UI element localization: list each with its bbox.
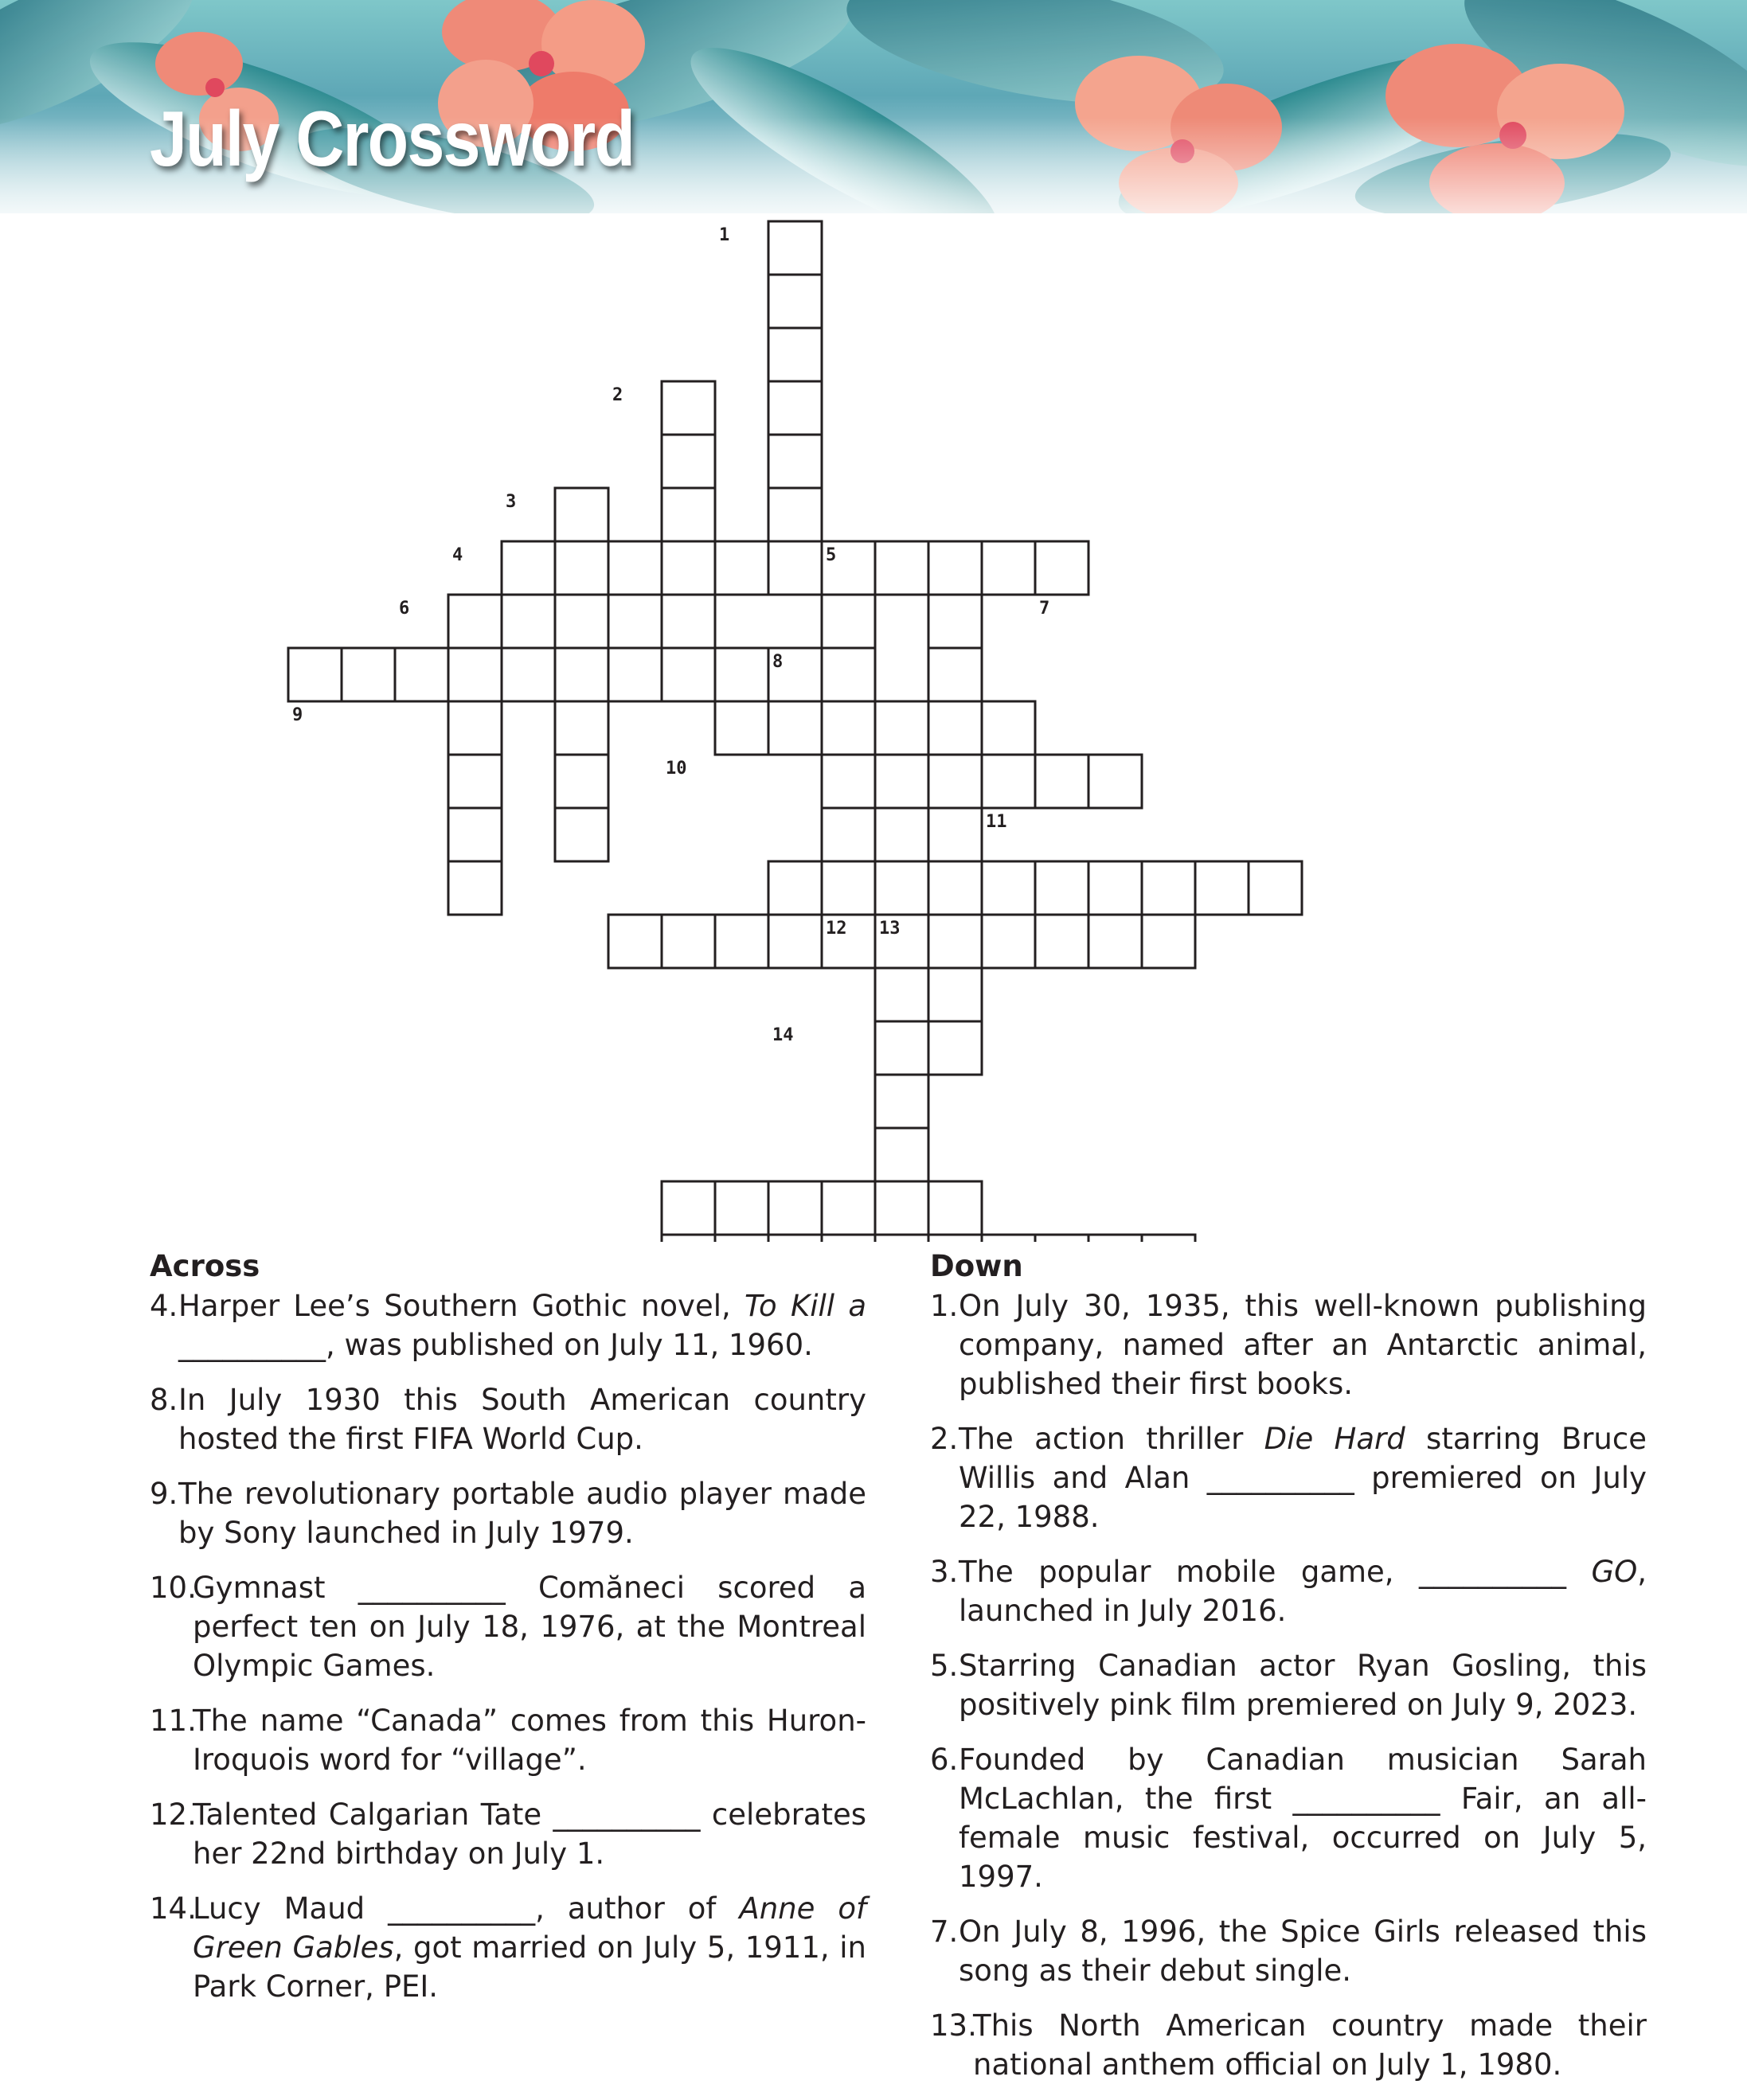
grid-cell[interactable]: [662, 435, 715, 488]
page-title: July Crossword: [150, 95, 635, 182]
clue-number: 7.: [930, 1915, 959, 1949]
clue-text: Lucy Maud __________, author of: [193, 1891, 740, 1926]
clue-text: To Kill a: [745, 1289, 866, 1323]
clue-text: On July 30, 1935, this well-known publishing company, named after an Antarctic animal, published their first books.: [959, 1289, 1647, 1401]
grid-cell[interactable]: [555, 755, 608, 808]
grid-cell[interactable]: [768, 915, 822, 968]
clue-text: On July 8, 1996, the Spice Girls released this song as their debut single.: [959, 1915, 1647, 1988]
clue-number: 14.: [150, 1891, 197, 1926]
clue-text: __________, was published on July 11, 1960.: [178, 1328, 813, 1362]
cell-number-1: 1: [719, 225, 730, 245]
grid-cell[interactable]: [768, 328, 822, 381]
cell-number-4: 4: [452, 545, 463, 565]
grid-cell[interactable]: [822, 755, 875, 808]
clue-text: GO: [1591, 1555, 1638, 1589]
clue-text: Die Hard: [1264, 1422, 1405, 1456]
grid-cell[interactable]: [822, 595, 875, 648]
across-clue-10: [150, 1568, 866, 1685]
down-clue-6: [930, 1740, 1647, 1896]
grid-cell[interactable]: [1035, 861, 1088, 915]
clue-text: The action thriller: [959, 1422, 1264, 1456]
clue-text: In July 1930 this South American country hosted the first FIFA World Cup.: [178, 1383, 866, 1456]
grid-cell[interactable]: [928, 915, 982, 968]
grid-cell[interactable]: [395, 648, 448, 701]
clue-text: , launched in July 2016.: [959, 1555, 1647, 1628]
grid-cell[interactable]: [928, 1181, 982, 1235]
grid-cell[interactable]: [928, 755, 982, 808]
down-clue-7: [930, 1912, 1647, 1990]
across-clue-14: [150, 1889, 866, 2006]
grid-cell[interactable]: [1035, 1235, 1088, 1242]
clue-text: starring Bruce Willis and Alan __________ premiered on July 22, 1988.: [959, 1422, 1647, 1534]
grid-cell[interactable]: [555, 808, 608, 861]
clue-number: 1.: [930, 1289, 959, 1323]
clue-text: Harper Lee’s Southern Gothic novel,: [178, 1289, 745, 1323]
grid-cell[interactable]: [448, 648, 502, 701]
clue-text: The name “Canada” comes from this Huron-Iroquois word for “village”.: [193, 1704, 866, 1777]
down-clues: [930, 1248, 1647, 2100]
grid-cell[interactable]: [768, 275, 822, 328]
clue-number: 12.: [150, 1797, 197, 1832]
grid-cell[interactable]: [875, 1128, 928, 1181]
across-clue-4: [150, 1286, 866, 1364]
grid-cell[interactable]: [875, 1075, 928, 1128]
cell-number-14: 14: [772, 1025, 794, 1045]
clue-text: Talented Calgarian Tate __________ celebrates her 22nd birthday on July 1.: [193, 1797, 866, 1871]
across-clue-11: [150, 1701, 866, 1779]
down-clue-list: [930, 1286, 1647, 2084]
cell-number-8: 8: [772, 652, 784, 672]
clue-number: 10.: [150, 1571, 197, 1605]
grid-cell[interactable]: [928, 1235, 982, 1242]
grid-cell[interactable]: [555, 541, 608, 595]
grid-cell[interactable]: [982, 861, 1035, 915]
clue-number: 2.: [930, 1422, 959, 1456]
cell-number-11: 11: [986, 812, 1007, 832]
grid-cell[interactable]: [715, 1235, 768, 1242]
grid-cell[interactable]: [662, 595, 715, 648]
across-clue-9: [150, 1474, 866, 1552]
grid-cell[interactable]: [715, 1181, 768, 1235]
grid-cell[interactable]: [768, 541, 822, 595]
grid-cell[interactable]: [662, 915, 715, 968]
grid-cell[interactable]: [448, 595, 502, 648]
across-clue-12: [150, 1795, 866, 1873]
grid-cell[interactable]: [1142, 915, 1195, 968]
grid-cell[interactable]: [928, 541, 982, 595]
grid-cell[interactable]: [928, 968, 982, 1021]
grid-cell[interactable]: [662, 1235, 715, 1242]
grid-cell[interactable]: [715, 915, 768, 968]
cell-number-7: 7: [1039, 599, 1050, 619]
grid-cell[interactable]: [928, 648, 982, 701]
across-clue-list: [150, 1286, 866, 2006]
grid-cell[interactable]: [875, 968, 928, 1021]
clue-text: Anne of Green Gables: [193, 1891, 866, 1965]
grid-cell[interactable]: [715, 541, 768, 595]
clue-text: This North American country made their national anthem official on July 1, 1980.: [973, 2008, 1647, 2082]
grid-cell[interactable]: [448, 701, 502, 755]
cell-number-9: 9: [292, 705, 303, 725]
grid-cell[interactable]: [822, 1235, 875, 1242]
grid-cell[interactable]: [1142, 861, 1195, 915]
clue-text: Starring Canadian actor Ryan Gosling, this positively pink film premiered on July 9, 2023.: [959, 1649, 1647, 1722]
grid-cell[interactable]: [662, 541, 715, 595]
grid-cell[interactable]: [288, 648, 342, 701]
grid-cell[interactable]: [1195, 861, 1249, 915]
cell-number-3: 3: [506, 492, 517, 512]
grid-cell[interactable]: [1088, 1235, 1142, 1242]
clue-number: 9.: [150, 1477, 178, 1511]
grid-cell[interactable]: [768, 861, 822, 915]
grid-cell[interactable]: [715, 648, 768, 701]
grid-cell[interactable]: [875, 755, 928, 808]
grid-cell[interactable]: [608, 541, 662, 595]
grid-cell[interactable]: [875, 1181, 928, 1235]
grid-cell[interactable]: [1035, 915, 1088, 968]
clue-text: The revolutionary portable audio player made by Sony launched in July 1979.: [178, 1477, 866, 1550]
grid-cell[interactable]: [822, 1181, 875, 1235]
grid-cell[interactable]: [1035, 541, 1088, 595]
clue-text: Founded by Canadian musician Sarah McLachlan, the first __________ Fair, an all-female music festival, occurred on July 5, 1997.: [959, 1743, 1647, 1894]
grid-cell[interactable]: [768, 1235, 822, 1242]
grid-cell[interactable]: [875, 541, 928, 595]
grid-cell[interactable]: [448, 808, 502, 861]
cell-number-5: 5: [826, 545, 837, 565]
grid-cell[interactable]: [555, 488, 608, 541]
down-clue-3: [930, 1552, 1647, 1630]
grid-cell[interactable]: [1088, 915, 1142, 968]
grid-cell[interactable]: [875, 861, 928, 915]
grid-cell[interactable]: [608, 648, 662, 701]
grid-cell[interactable]: [502, 648, 555, 701]
grid-cell[interactable]: [1249, 861, 1302, 915]
clue-text: Gymnast __________ Comăneci scored a perfect ten on July 18, 1976, at the Montreal Olympic Games.: [193, 1571, 866, 1683]
grid-cell[interactable]: [822, 648, 875, 701]
grid-cell[interactable]: [928, 808, 982, 861]
clue-number: 3.: [930, 1555, 959, 1589]
down-clue-13: [930, 2006, 1647, 2084]
grid-cell[interactable]: [822, 701, 875, 755]
cell-number-6: 6: [399, 599, 410, 619]
grid-cell[interactable]: [822, 808, 875, 861]
grid-cell[interactable]: [662, 1181, 715, 1235]
clue-number: 4.: [150, 1289, 178, 1323]
grid-cell[interactable]: [982, 915, 1035, 968]
cell-number-12: 12: [826, 919, 847, 939]
clue-number: 8.: [150, 1383, 178, 1417]
grid-cell[interactable]: [1035, 755, 1088, 808]
across-clue-8: [150, 1380, 866, 1458]
grid-cell[interactable]: [768, 381, 822, 435]
grid-cell[interactable]: [875, 1235, 928, 1242]
grid-cell[interactable]: [342, 648, 395, 701]
grid-cell[interactable]: [768, 488, 822, 541]
clue-number: 13.: [930, 2008, 977, 2043]
grid-cell[interactable]: [982, 541, 1035, 595]
down-clue-1: [930, 1286, 1647, 1403]
cell-number-2: 2: [612, 385, 623, 405]
grid-cell[interactable]: [448, 755, 502, 808]
grid-cell[interactable]: [448, 861, 502, 915]
clue-text: The popular mobile game, __________: [959, 1555, 1592, 1589]
grid-cell[interactable]: [928, 595, 982, 648]
grid-cell[interactable]: [928, 861, 982, 915]
clue-number: 5.: [930, 1649, 959, 1683]
grid-cell[interactable]: [555, 595, 608, 648]
cell-number-13: 13: [879, 919, 901, 939]
down-clue-5: [930, 1646, 1647, 1724]
clue-number: 6.: [930, 1743, 959, 1777]
grid-cell[interactable]: [502, 541, 555, 595]
grid-cell[interactable]: [928, 1021, 982, 1075]
clue-number: 11.: [150, 1704, 197, 1738]
grid-cell[interactable]: [822, 861, 875, 915]
grid-cell[interactable]: [555, 701, 608, 755]
grid-cell[interactable]: [768, 435, 822, 488]
grid-cell[interactable]: [982, 701, 1035, 755]
across-clues: [150, 1248, 866, 2022]
grid-cell[interactable]: [715, 701, 768, 755]
grid-cell[interactable]: [875, 701, 928, 755]
across-heading: Across: [150, 1249, 260, 1283]
grid-cell[interactable]: [768, 1181, 822, 1235]
grid-cell[interactable]: [768, 701, 822, 755]
grid-cell[interactable]: [982, 755, 1035, 808]
down-clue-2: [930, 1419, 1647, 1536]
grid-cell[interactable]: [555, 648, 608, 701]
grid-cell[interactable]: [875, 1021, 928, 1075]
grid-cell[interactable]: [662, 488, 715, 541]
down-heading: Down: [930, 1249, 1023, 1283]
grid-cell[interactable]: [982, 1235, 1035, 1242]
grid-cell[interactable]: [608, 915, 662, 968]
grid-cell[interactable]: [1088, 755, 1142, 808]
cell-number-10: 10: [666, 759, 687, 779]
grid-cell[interactable]: [662, 381, 715, 435]
grid-cell[interactable]: [768, 221, 822, 275]
grid-cell[interactable]: [662, 648, 715, 701]
grid-cell[interactable]: [1142, 1235, 1195, 1242]
grid-cell[interactable]: [928, 701, 982, 755]
grid-cell[interactable]: [1088, 861, 1142, 915]
clue-text: , got married on July 5, 1911, in Park Corner, PEI.: [193, 1930, 866, 2004]
